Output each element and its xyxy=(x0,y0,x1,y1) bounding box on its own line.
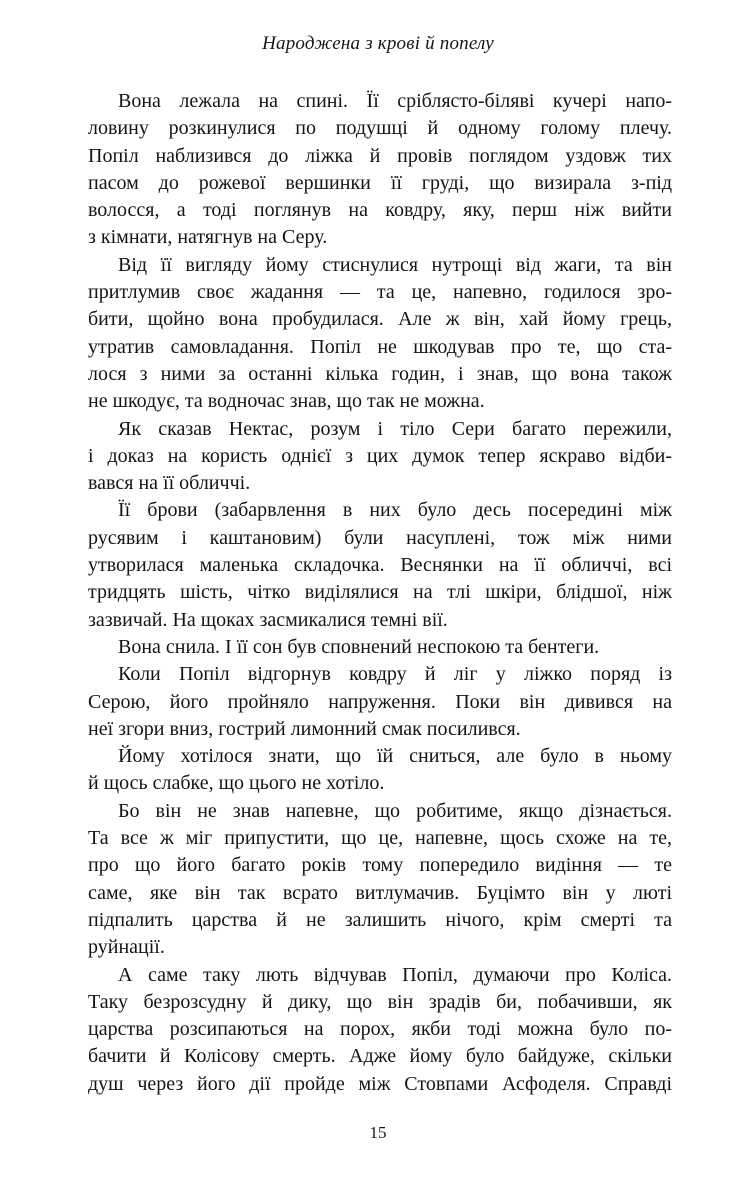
text-line: зазвичай. На щоках засмикалися темні вії. xyxy=(88,608,448,631)
text-line: Її брови (забарвлення в них було десь посередині між xyxy=(118,499,672,522)
text-line: Вона снила. І її сон був сповнений неспокою та бентеги. xyxy=(118,635,600,658)
text-line: руйнації. xyxy=(88,936,165,959)
text-line: підпалить царства й не залишить нічого, крім смерті та xyxy=(88,908,672,931)
text-line: Попіл наблизився до ліжка й провів поглядом уздовж тих xyxy=(88,144,672,167)
text-line: утворилася маленька складочка. Веснянки на її обличчі, всі xyxy=(88,554,672,577)
text-line: притлумив своє жадання — та це, напевно, годилося зро- xyxy=(88,281,672,304)
text-line: Бо він не знав напевне, що робитиме, якщо дізнається. xyxy=(118,799,672,822)
text-line: душ через його дії пройде між Стовпами Асфоделя. Справді xyxy=(88,1072,672,1095)
page-number: 15 xyxy=(369,1123,387,1142)
text-line: Від її вигляду йому стиснулися нутрощі від жаги, та він xyxy=(118,253,672,276)
text-line: Коли Попіл відгорнув ковдру й ліг у ліжко поряд із xyxy=(118,663,672,686)
text-line: не шкодує, та водночас знав, що так не можна. xyxy=(88,390,485,413)
text-line: бачити й Колісову смерть. Адже йому було байдуже, скільки xyxy=(88,1045,672,1068)
text-line: Та все ж міг припустити, що це, напевне, щось схоже на те, xyxy=(88,827,672,850)
text-line: Як сказав Нектас, розум і тіло Сери багато пережили, xyxy=(118,417,672,440)
text-line: русявим і каштановим) були насуплені, тож між ними xyxy=(88,526,672,549)
text-line: Серою, його пройняло напруження. Поки він дивився на xyxy=(88,690,672,713)
text-line: ловину розкинулися по подушці й одному голому плечу. xyxy=(88,117,672,140)
text-line: неї згори вниз, гострий лимонний смак посилився. xyxy=(88,717,521,740)
text-line: про що його багато років тому попередило видіння — те xyxy=(88,854,672,877)
text-line: бити, щойно вона пробудилася. Але ж він, хай йому грець, xyxy=(88,308,672,331)
text-line: Йому хотілося знати, що їй сниться, але було в ньому xyxy=(118,745,672,768)
text-line: тридцять шість, чітко виділялися на тлі шкіри, блідшої, ніж xyxy=(88,581,672,604)
text-line: саме, яке він так всрато витлумачив. Буцімто він у люті xyxy=(88,881,672,904)
text-line: пасом до рожевої вершинки її груді, що визирала з-під xyxy=(88,171,672,194)
text-line: утратив самовладання. Попіл не шкодував про те, що ста- xyxy=(88,335,672,358)
text-line: царства розсипаються на порох, якби тоді можна було по- xyxy=(88,1018,672,1041)
text-line: волосся, а тоді поглянув на ковдру, яку, перш ніж вийти xyxy=(88,199,672,222)
body-text xyxy=(88,88,672,1098)
running-header: Народжена з крові й попелу xyxy=(262,33,494,54)
text-line: Вона лежала на спині. Її сріблясто-біляві кучері напо- xyxy=(118,90,672,112)
text-line: лося з ними за останні кілька годин, і знав, що вона також xyxy=(88,362,672,385)
text-line: Таку безрозсудну й дику, що він зрадів би, побачивши, як xyxy=(88,990,672,1013)
text-line: і доказ на користь однієї з цих думок тепер яскраво відби- xyxy=(88,444,672,467)
text-line: вався на її обличчі. xyxy=(88,472,251,495)
text-line: з кімнати, натягнув на Серу. xyxy=(88,226,328,249)
text-line: А саме таку лють відчував Попіл, думаючи про Коліса. xyxy=(118,963,672,986)
text-line: й щось слабке, що цього не хотіло. xyxy=(88,772,385,795)
